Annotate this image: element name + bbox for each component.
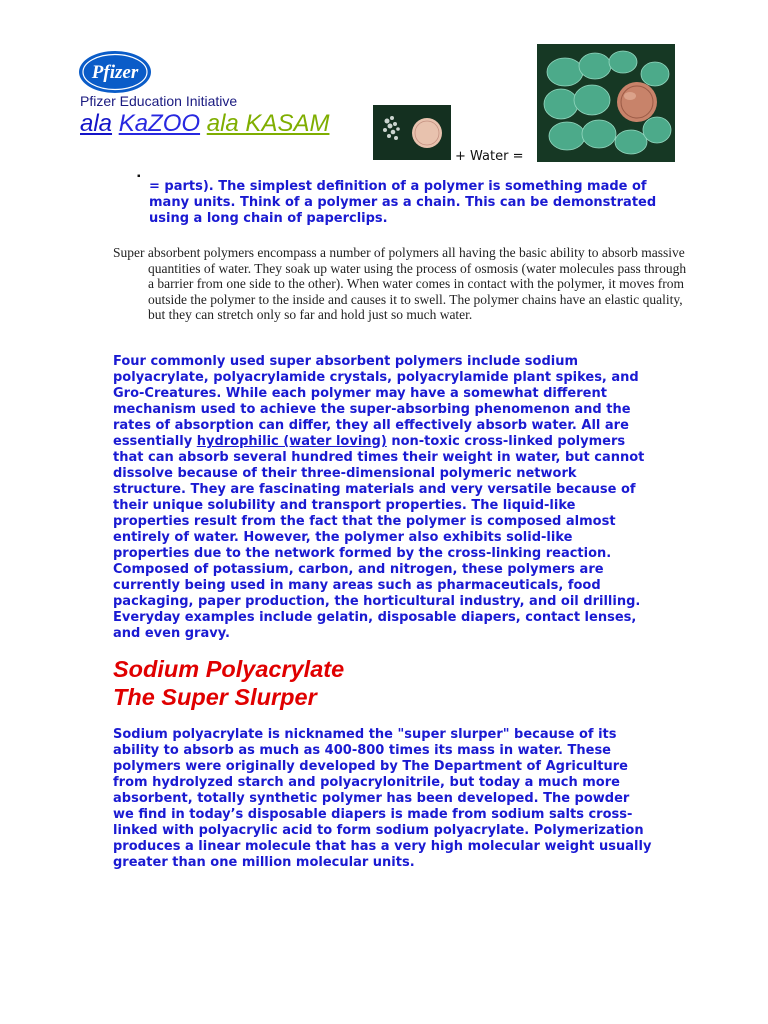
section-heading [113,655,344,711]
plus-water-label: + Water = [455,149,524,164]
super-absorbent-paragraph: Super absorbent polymers encompass a number of polymers all having the basic ability to absorb massive quantities of water. They soak up water using the process of osmosis (water molecules pass through a barrier from one side to the other). When water comes in contact with the polymer, it moves from outside the polymer to the inside and causes it to swell. The polymer chains have an elastic quality, but they can stretch only so far and hold just so much water. [113,245,687,322]
heading-line-2: The Super Slurper [113,684,317,710]
title-part-1: ala [80,110,113,137]
polymer-definition-text: = parts). The simplest definition of a polymer is something made of many units. Think of a polymer as a chain. This can be demonstrated using a long chain of paperclips. [149,179,657,226]
initiative-label: Pfizer Education Initiative [80,93,238,109]
swollen-polymer-photo [537,44,675,162]
pfizer-logo [78,50,152,94]
bullet-icon: ▪ [137,171,141,182]
page-title [80,110,329,138]
sodium-polyacrylate-paragraph: Sodium polyacrylate is nicknamed the "super slurper" because of its ability to absorb as much as 400-800 times its mass in water. These polymers were originally developed by The Department of Agriculture from hydrolyzed starch and polyacrylonitrile, but today a much more absorbent, totally synthetic polymer has been developed. The powder we find in today’s disposable diapers is made from sodium salts cross-linked with polyacrylic acid to form sodium polyacrylate. Polymerization produces a linear molecule that has a very high molecular weight usually greater than one million molecular units. [113,727,652,870]
title-part-2: KaZOO [118,110,201,137]
title-part-3: ala KASAM [206,110,330,137]
hydrophilic-link[interactable]: hydrophilic (water loving) [196,434,387,449]
pfizer-logo-text: Pfizer [91,62,139,83]
para2-text-after: non-toxic cross-linked polymers that can absorb several hundred times their weight in water, but cannot dissolve because of their three-dimensional polymeric network structure. They are fascinating materials and very versatile because of their unique solubility and transport properties. The liquid-like properties result from the fact that the polymer is composed almost entirely of water. However, the polymer also exhibits solid-like properties due to the network formed by the cross-linking reaction. Composed of potassium, carbon, and nitrogen, these polymers are currently being used in many areas such as pharmaceuticals, food packaging, paper production, the horticultural industry, and oil drilling. Everyday examples include gelatin, disposable diapers, contact lenses, and even gravy. [113,434,645,641]
para2-text-before: Four commonly used super absorbent polymers include sodium polyacrylate, polyacrylamide crystals, polyacrylamide plant spikes, and Gro-Creatures. While each polymer may have a somewhat different mechanism used to achieve the super-absorbing phenomenon and the rates of absorption can differ, they all effectively absorb water. All are essentially [113,354,639,449]
polymer-types-paragraph [113,354,653,642]
dry-polymer-photo [373,105,451,160]
heading-line-1: Sodium Polyacrylate [113,656,345,682]
